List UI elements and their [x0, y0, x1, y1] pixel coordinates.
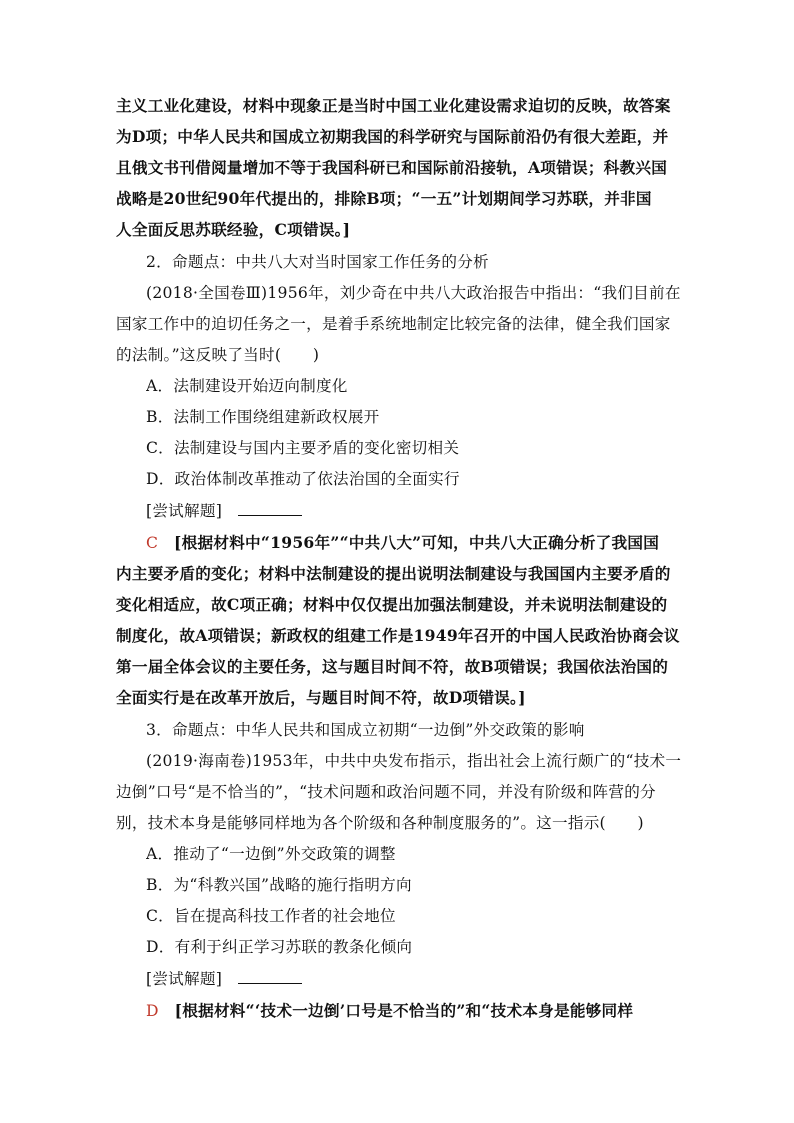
- question-3-topic: 3．命题点：中华人民共和国成立初期“一边倒”外交政策的影响: [146, 721, 585, 739]
- try-answer-label: [146, 969, 681, 989]
- try-answer-text: [尝试解题]: [146, 970, 223, 988]
- option-a: A．推动了“一边倒”外交政策的调整: [146, 845, 396, 863]
- question-2-stem: 国家工作中的迫切任务之一，是着手系统地制定比较完备的法律，健全我们国家: [116, 315, 671, 333]
- explanation-line: 内主要矛盾的变化；材料中法制建设的提出说明法制建设与我国国内主要矛盾的: [116, 564, 671, 583]
- explanation-line: 制度化，故A项错误；新政权的组建工作是1949年召开的中国人民政治协商会议: [116, 626, 680, 645]
- question-2-topic: 2．命题点：中共八大对当时国家工作任务的分析: [146, 253, 489, 271]
- try-answer-label: [146, 501, 681, 521]
- try-answer-text: [尝试解题]: [146, 502, 223, 520]
- option-d: D．有利于纠正学习苏联的教条化倾向: [146, 938, 413, 956]
- explanation-line: [146, 533, 681, 553]
- question-2-stem: (2018·全国卷Ⅲ)1956年，刘少奇在中共八大政治报告中指出：“我们目前在: [146, 284, 681, 302]
- question-2-stem: 的法制。”这反映了当时( ): [116, 346, 320, 364]
- text-line: 战略是20世纪90年代提出的，排除B项；“一五”计划期间学习苏联，并非国: [116, 189, 652, 208]
- text-line: 为D项；中华人民共和国成立初期我国的科学研究与国际前沿仍有很大差距，并: [116, 127, 669, 146]
- option-b: B．为“科教兴国”战略的施行指明方向: [146, 876, 412, 894]
- answer-letter: D: [146, 1002, 159, 1020]
- option-c: C．旨在提高科技工作者的社会地位: [146, 907, 396, 925]
- text-line: 人全面反思苏联经验，C项错误。]: [116, 220, 351, 239]
- question-3-stem: 边倒”口号“是不恰当的”，“技术问题和政治问题不同，并没有阶级和阵营的分: [116, 783, 656, 801]
- question-3-stem: (2019·海南卷)1953年，中共中央发布指示，指出社会上流行颇广的“技术一: [146, 752, 681, 770]
- option-d: D．政治体制改革推动了依法治国的全面实行: [146, 470, 460, 488]
- option-a: A．法制建设开始迈向制度化: [146, 377, 348, 395]
- explanation-line: 第一届全体会议的主要任务，这与题目时间不符，故B项错误；我国依法治国的: [116, 657, 669, 676]
- explanation-text: [根据材料“‘技术一边倒’口号是不恰当的”和“技术本身是能够同样: [174, 1001, 634, 1020]
- text-line: 且俄文书刊借阅量增加不等于我国科研已和国际前沿接轨，A项错误；科教兴国: [116, 158, 668, 177]
- text-line: 主义工业化建设，材料中现象正是当时中国工业化建设需求迫切的反映，故答案: [116, 96, 671, 115]
- option-b: B．法制工作围绕组建新政权展开: [146, 408, 380, 426]
- answer-blank: [238, 969, 302, 984]
- option-c: C．法制建设与国内主要矛盾的变化密切相关: [146, 439, 460, 457]
- answer-letter: C: [146, 534, 159, 552]
- explanation-text: [根据材料中“1956年”“中共八大”可知，中共八大正确分析了我国国: [174, 533, 660, 552]
- explanation-line: 变化相适应，故C项正确；材料中仅仅提出加强法制建设，并未说明法制建设的: [116, 595, 668, 614]
- answer-blank: [238, 501, 302, 516]
- question-3-stem: 别，技术本身是能够同样地为各个阶级和各种制度服务的”。这一指示( ): [116, 814, 644, 832]
- explanation-line: 全面实行是在改革开放后，与题目时间不符，故D项错误。]: [116, 688, 526, 707]
- explanation-line: [146, 1001, 681, 1021]
